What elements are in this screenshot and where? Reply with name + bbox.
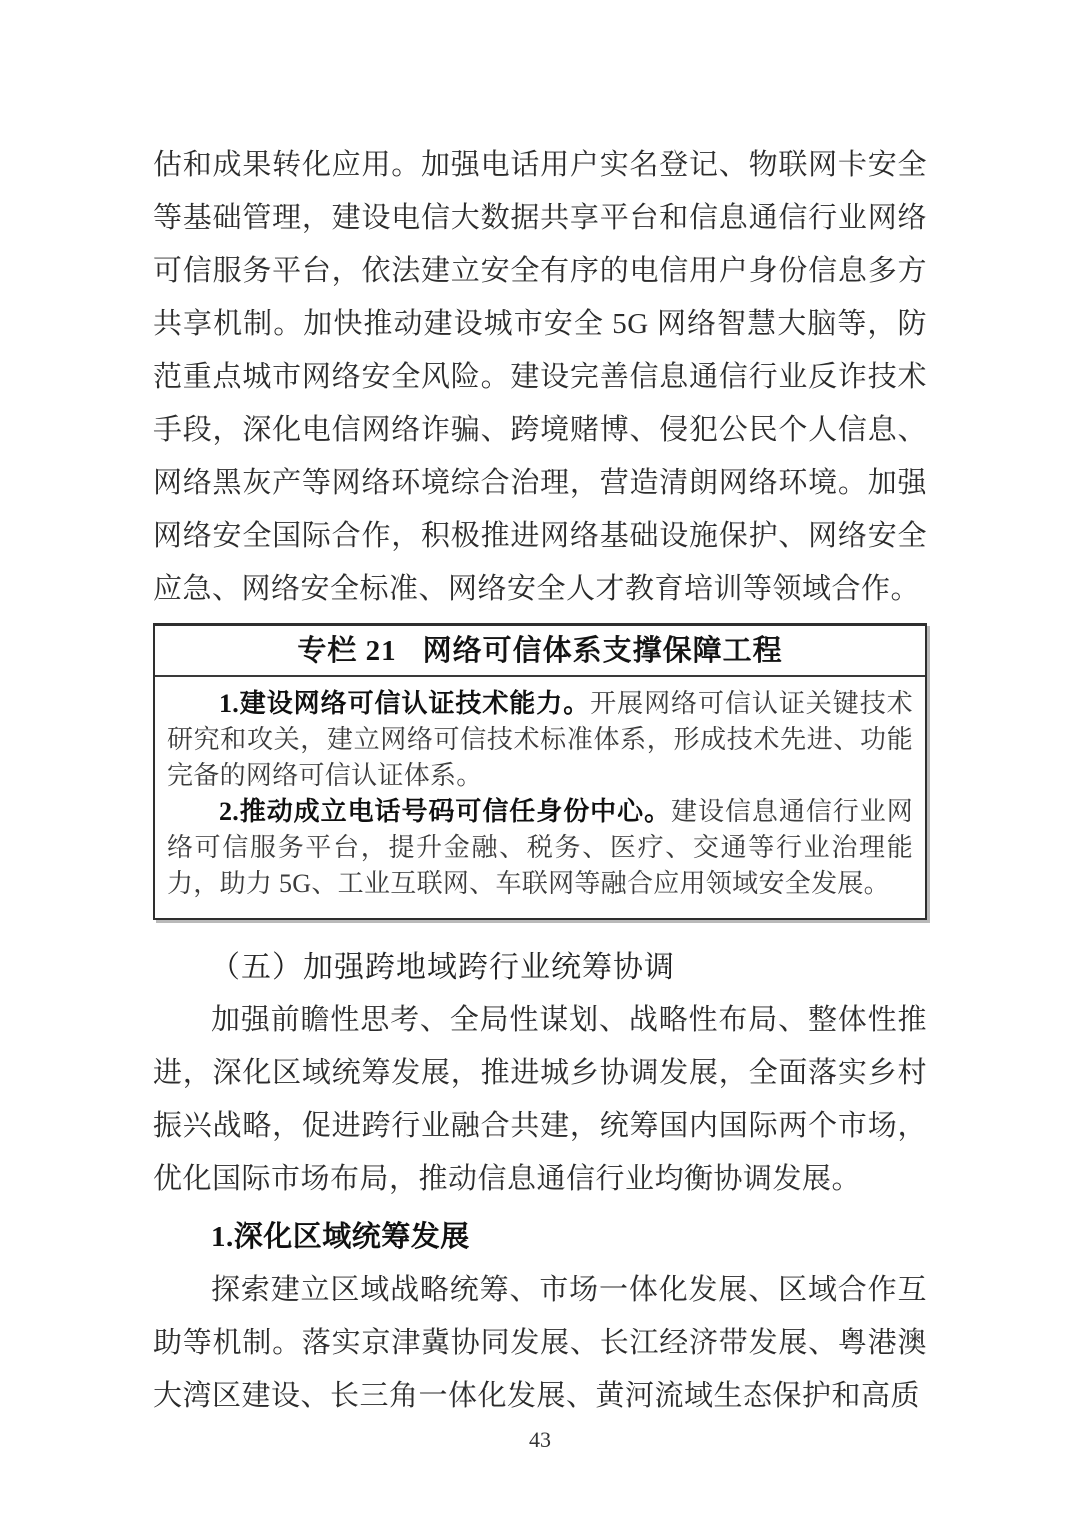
subsection-heading-1: 1.深化区域统筹发展 (211, 1221, 470, 1253)
feature-box-title (155, 626, 925, 677)
feature-box-item-1-label: 1.建设网络可信认证技术能力。 (219, 689, 591, 718)
feature-box-item-1-text: 开展网络可信认证关键技术研究和攻关，建立网络可信技术标准体系，形成技术先进、功能完备的网络可信认证体系。 (167, 689, 913, 790)
feature-box-item-1 (167, 686, 913, 794)
feature-box-body (155, 677, 925, 918)
section-heading-five: （五）加强跨地域跨行业统筹协调 (210, 951, 675, 984)
feature-box-column-21 (153, 623, 927, 920)
section-paragraph-2: 探索建立区域战略统筹、市场一体化发展、区域合作互助等机制。落实京津冀协同发展、长江经济带发展、粤港澳大湾区建设、长三角一体化发展、黄河流域生态保护和高质 (153, 1274, 927, 1412)
section-paragraph-1: 加强前瞻性思考、全局性谋划、战略性布局、整体性推进，深化区域统筹发展，推进城乡协调发展，全面落实乡村振兴战略，促进跨行业融合共建，统筹国内国际两个市场，优化国际市场布局，推动信息通信行业均衡协调发展。 (153, 1004, 927, 1195)
feature-box-label: 专栏 21 (297, 635, 397, 667)
page-number: 43 (529, 1427, 551, 1452)
feature-box-item-2-label: 2.推动成立电话号码可信任身份中心。 (219, 797, 672, 826)
feature-box-item-2 (167, 794, 913, 902)
paragraph-continuation: 估和成果转化应用。加强电话用户实名登记、物联网卡安全等基础管理，建设电信大数据共享平台和信息通信行业网络可信服务平台，依法建立安全有序的电信用户身份信息多方共享机制。加快推动建设城市安全 5G 网络智慧大脑等，防范重点城市网络安全风险。建设完善信息通信行业反诈技术手段，深化电信网络诈骗、跨境赌博、侵犯公民个人信息、网络黑灰产等网络环境综合治理，营造清朗网络环境。加强网络安全国际合作，积极推进网络基础设施保护、网络安全应急、网络安全标准、网络安全人才教育培训等领域合作。 (153, 149, 927, 605)
feature-box-item-2-text: 建设信息通信行业网络可信服务平台，提升金融、税务、医疗、交通等行业治理能力，助力 5G、工业互联网、车联网等融合应用领域安全发展。 (167, 797, 913, 898)
feature-box-heading: 网络可信体系支撑保障工程 (422, 635, 783, 667)
page-content (153, 139, 927, 1423)
